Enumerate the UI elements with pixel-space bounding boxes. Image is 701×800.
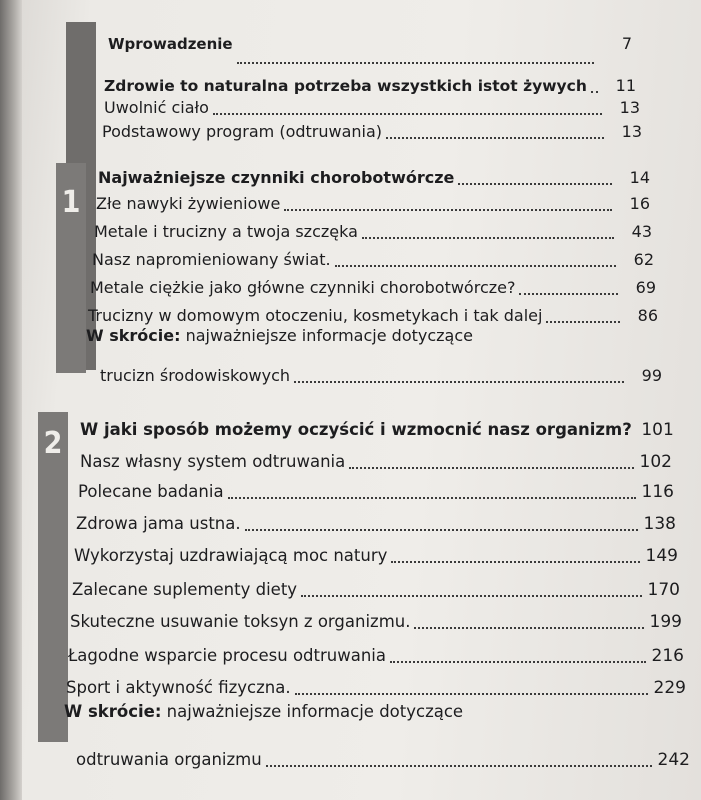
toc-entry-page: 14: [629, 168, 650, 187]
summary-label: W skrócie:: [64, 702, 162, 721]
toc-entry[interactable]: [96, 190, 650, 214]
dot-leader: [301, 595, 642, 597]
toc-entry-page: 149: [645, 546, 678, 566]
dot-leader: [228, 497, 636, 499]
dot-leader: [295, 693, 648, 695]
toc-entry-intro[interactable]: [108, 10, 632, 54]
chapter-2-number: 2: [43, 426, 63, 461]
toc-entry-title: Metale i trucizny a twoja szczęka: [94, 222, 358, 241]
toc-entry-title: Wprowadzenie: [108, 35, 233, 53]
chapter-1-bar: [56, 163, 86, 373]
toc-entry[interactable]: [76, 508, 676, 534]
toc-entry-page: 13: [621, 122, 642, 141]
toc-entry-page: 99: [641, 366, 662, 385]
toc-entry[interactable]: [94, 216, 652, 242]
toc-entry-title: W jaki sposób możemy oczyścić i wzmocnić nasz organizm?: [80, 420, 632, 439]
dot-leader: [294, 381, 624, 383]
toc-entry-title: odtruwania organizmu: [76, 750, 262, 769]
summary-text: najważniejsze informacje dotyczące: [161, 702, 464, 721]
dot-leader: [390, 661, 646, 663]
toc-entry-title: Nasz napromieniowany świat.: [92, 250, 331, 269]
toc-chapter-heading[interactable]: [80, 420, 674, 440]
chapter-1-number: 1: [61, 185, 81, 220]
toc-entry-page: 101: [641, 420, 674, 440]
toc-entry-title: Zalecane suplementy diety: [72, 580, 298, 599]
toc-entry-page: 170: [647, 580, 680, 600]
summary-label: W skrócie:: [86, 326, 181, 345]
toc-entry-page: 216: [651, 646, 684, 666]
toc-entry-page: 13: [619, 98, 640, 117]
toc-chapter-heading[interactable]: [98, 164, 650, 188]
toc-entry[interactable]: [90, 272, 656, 298]
chapter-2-bar: [38, 412, 68, 742]
toc-entry-page: 16: [629, 194, 650, 213]
dot-leader: [391, 561, 640, 563]
toc-entry-title: Wykorzystaj uzdrawiającą moc natury: [74, 546, 388, 565]
toc-entry-title: Najważniejsze czynniki chorobotwórcze: [98, 168, 455, 187]
toc-entry[interactable]: [72, 572, 680, 600]
page-gutter-shadow: [0, 0, 22, 800]
toc-entry-page: 69: [635, 278, 656, 297]
toc-entry-title: Łagodne wsparcie procesu odtruwania: [68, 646, 386, 665]
toc-entry-title: Nasz własny system odtruwania: [80, 452, 346, 471]
toc-entry-page: 11: [615, 76, 636, 95]
toc-entry-title: trucizn środowiskowych: [100, 366, 290, 385]
toc-entry[interactable]: [102, 114, 642, 142]
dot-leader: [386, 137, 604, 139]
toc-entry-title: Złe nawyki żywieniowe: [96, 194, 281, 213]
toc-entry-title: Uwolnić ciało: [104, 98, 209, 117]
toc-entry[interactable]: [68, 636, 684, 666]
toc-entry-page: 116: [641, 482, 674, 502]
toc-entry-title: Zdrowie to naturalna potrzeba wszystkich istot żywych: [104, 77, 587, 95]
toc-entry[interactable]: [80, 446, 672, 472]
toc-entry[interactable]: [70, 604, 682, 632]
toc-entry-title: Metale ciężkie jako główne czynniki chorobotwórcze?: [90, 278, 516, 297]
dot-leader: [245, 529, 638, 531]
dot-leader: [335, 265, 616, 267]
toc-summary-continuation[interactable]: [100, 356, 662, 386]
summary-text: najważniejsze informacje dotyczące: [180, 326, 473, 345]
dot-leader: [284, 209, 612, 211]
toc-entry-title: Podstawowy program (odtruwania): [102, 122, 383, 141]
toc-entry-title: Skuteczne usuwanie toksyn z organizmu.: [70, 612, 411, 631]
toc-entry-page: 62: [633, 250, 654, 269]
dot-leader: [546, 321, 620, 323]
dot-leader: [519, 293, 618, 295]
toc-entry-title: Polecane badania: [78, 482, 224, 501]
toc-entry[interactable]: [88, 298, 658, 326]
toc-entry-page: 7: [621, 34, 632, 53]
toc-entry[interactable]: [78, 476, 674, 502]
dot-leader: [414, 627, 644, 629]
dot-leader: [362, 237, 614, 239]
dot-leader: [349, 467, 634, 469]
toc-summary-entry[interactable]: [64, 702, 684, 722]
toc-entry-title: Trucizny w domowym otoczeniu, kosmetykach i tak dalej: [88, 306, 543, 325]
toc-entry-page: 86: [637, 306, 658, 325]
toc-entry-page: 138: [643, 514, 676, 534]
dot-leader: [237, 62, 594, 64]
toc-entry[interactable]: [92, 244, 654, 270]
toc-entry-title: Sport i aktywność fizyczna.: [66, 678, 291, 697]
toc-entry-page: 43: [631, 222, 652, 241]
toc-entry[interactable]: [66, 668, 686, 698]
toc-entry[interactable]: [74, 540, 678, 566]
toc-entry-page: 102: [639, 452, 672, 472]
toc-entry-page: 229: [653, 678, 686, 698]
toc-summary-continuation[interactable]: [76, 736, 690, 770]
toc-entry-title: Zdrowa jama ustna.: [76, 514, 241, 533]
dot-leader: [266, 765, 652, 767]
toc-entry-page: 199: [649, 612, 682, 632]
toc-entry-page: 242: [657, 750, 690, 770]
dot-leader: [458, 183, 612, 185]
toc-summary-entry[interactable]: [86, 326, 658, 346]
